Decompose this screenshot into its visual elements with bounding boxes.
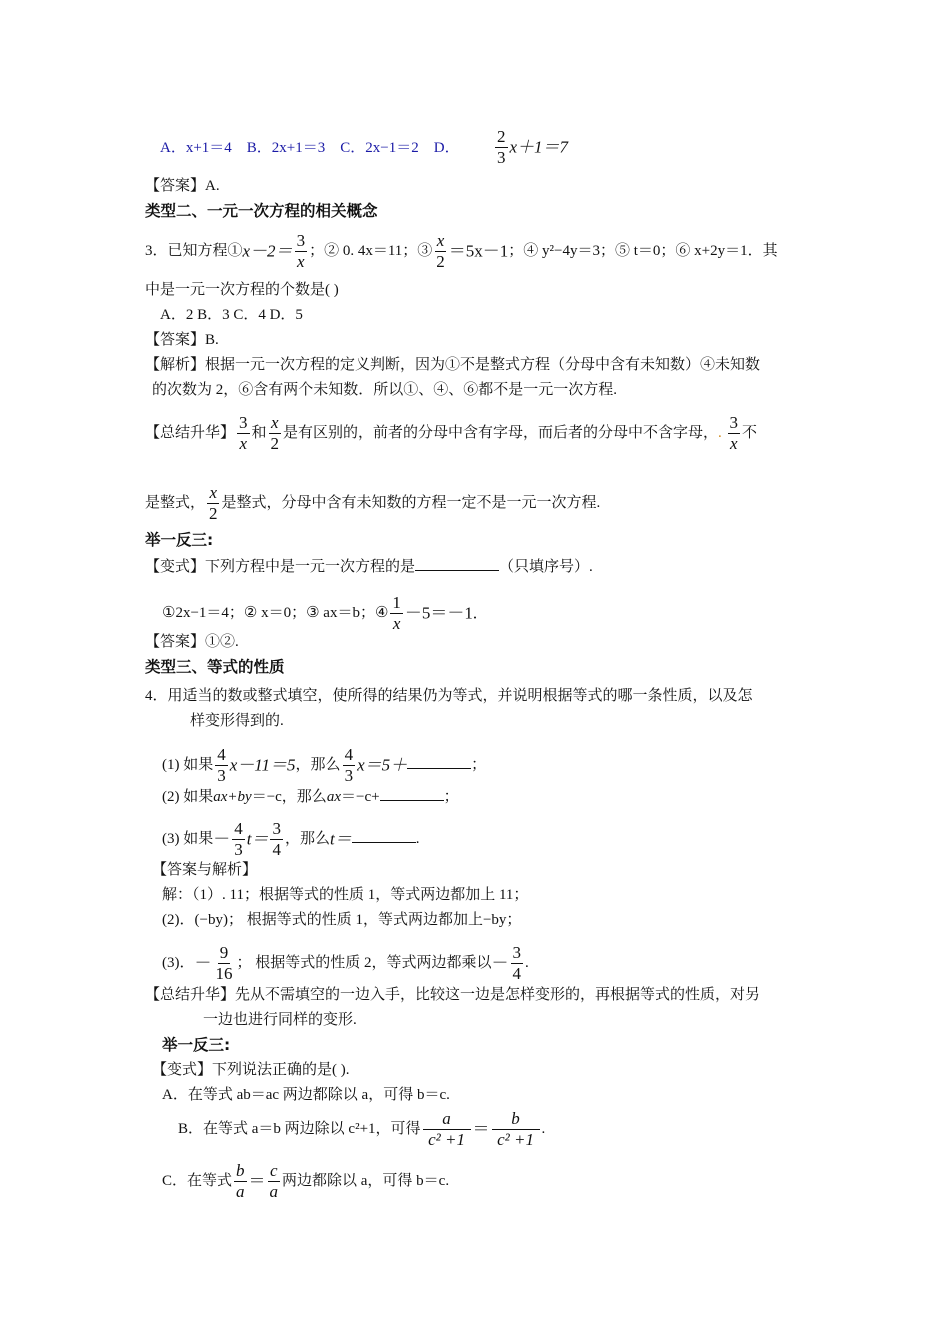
fraction: $\frac{4}{3}$ [217,745,226,785]
q2-option-a: A．x+1＝4 [160,140,232,156]
q4-part1: (1) 如果 $\frac{4}{3}$ x－11＝5，那么 $\frac{4}{3}$ x＝5＋ ； [162,745,487,785]
variant1-items: ①2x−1＝4；② x＝0；③ ax＝b；④ $\frac{1}{x}$ －5＝－1. [162,593,478,633]
section-heading-type3: 类型三、等式的性质 [145,658,285,676]
q2-answer: 【答案】A. [145,178,220,194]
fraction: $\frac{c}{a}$ [269,1161,279,1201]
q3-summary: 【总结升华】 $\frac{3}{x}$ 和 $\frac{x}{2}$ 是有区别的，前者的分母中含有字母，而后者的分母中不含字母，. $\frac{3}{x}$ 不 [145,413,758,453]
fraction: $\frac{3}{4}$ [272,819,281,859]
fraction: $\frac{4}{3}$ [344,745,354,785]
fraction: $\frac{3}{x}$ [239,413,248,453]
variant2-option-a: A．在等式 ab＝ac 两边都除以 a，可得 b＝c. [162,1087,450,1103]
fraction: $\frac{4}{3}$ [234,819,243,859]
section-heading-type2: 类型二、一元一次方程的相关概念 [145,202,378,220]
variant1-answer: 【答案】①②. [145,634,239,650]
fraction: $\frac{x}{2}$ [436,231,445,271]
q4-stem-2: 样变形得到的. [190,713,284,729]
fraction: $\frac{a}{\text{c² +1}}$ [423,1110,471,1149]
answer-blank[interactable] [415,556,499,571]
fraction: $\frac{2}{3}$ [497,127,506,167]
answer-blank[interactable] [380,786,444,801]
q2-option-d-expr: $\frac{2}{3}$ x＋1＝7 [497,127,569,167]
answer-blank[interactable] [352,828,416,843]
q3-choices: A．2 B．3 C．4 D．5 [160,307,303,323]
q4-solution-1: 解：（1）. 11；根据等式的性质 1，等式两边都加上 11； [162,887,529,903]
answer-blank[interactable] [407,754,471,769]
fraction: $\frac{x}{2}$ [270,413,280,453]
q3-stem: 3．已知方程①x－2＝ $\frac{3}{x}$ ；② 0. 4x＝11；③ $\frac{x}{2}$ ＝5x－1；④ y²−4y＝3；⑤ t＝0；⑥ x+2y＝1．其 [145,231,778,271]
q3-analysis-1: 【解析】根据一元一次方程的定义判断，因为①不是整式方程（分母中含有未知数）④未知数 [145,357,761,373]
q4-summary-1: 【总结升华】先从不需填空的一边入手，比较这一边是怎样变形的，再根据等式的性质，对另 [145,987,761,1003]
q3-answer: 【答案】B. [145,332,219,348]
q4-part2: (2) 如果ax+by＝−c，那么ax＝−c+ ； [162,786,459,807]
q3-stem-line2: 中是一元一次方程的个数是( ) [145,282,339,298]
fraction: $\frac{b}{a}$ [236,1161,245,1201]
fraction: $\frac{3}{x}$ [296,231,306,271]
q2-option-c: C．2x−1＝2 [340,140,419,156]
variant2-option-b: B．在等式 a＝b 两边除以 c²+1，可得 $\frac{a}{\text{c² +1}}$ ＝ $\frac{b}{\text{c² +1}}$ . [178,1109,546,1149]
fraction: $\frac{9}{16}$ [215,943,233,983]
fraction: $\frac{b}{\text{c² +1}}$ [492,1110,540,1149]
variant2-heading: 举一反三: [162,1036,231,1054]
fraction: $\frac{3}{x}$ [729,413,739,453]
q2-option-d: D． [433,140,460,156]
variant1-prompt: 【变式】下列方程中是一元一次方程的是 （只填序号）. [145,556,593,577]
q2-options [160,138,460,158]
fraction: $\frac{x}{2}$ [209,483,218,523]
fraction: $\frac{1}{x}$ [392,593,401,633]
q3-analysis-2: 的次数为 2，⑥含有两个未知数．所以①、④、⑥都不是一元一次方程. [152,382,618,398]
variant2-prompt: 【变式】下列说法正确的是( ). [152,1062,350,1078]
q4-solution-2: (2)．(−by)； 根据等式的性质 1，等式两边都加上−by； [162,912,522,928]
q4-summary-2: 一边也进行同样的变形. [203,1012,357,1028]
variant2-option-c: C．在等式 $\frac{b}{a}$ ＝ $\frac{c}{a}$ 两边都除以 a，可得 b＝c. [162,1161,450,1201]
q4-solution-3: (3)．－ $\frac{9}{16}$ ； 根据等式的性质 2，等式两边都乘以－ $\frac{3}{4}$ . [162,943,529,983]
q4-stem-1: 4．用适当的数或整式填空，使所得的结果仍为等式，并说明根据等式的哪一条性质，以及怎 [145,688,753,704]
variant1-heading: 举一反三: [145,531,214,549]
q3-summary-line2: 是整式， $\frac{x}{2}$ 是整式，分母中含有未知数的方程一定不是一元一次方程. [145,483,601,523]
fraction: $\frac{3}{4}$ [512,943,522,983]
q4-solution-head: 【答案与解析】 [152,862,258,878]
q2-option-b: B．2x+1＝3 [246,140,326,156]
q4-part3: (3) 如果－ $\frac{4}{3}$ t＝ $\frac{3}{4}$ ，那么t＝ . [162,819,420,859]
